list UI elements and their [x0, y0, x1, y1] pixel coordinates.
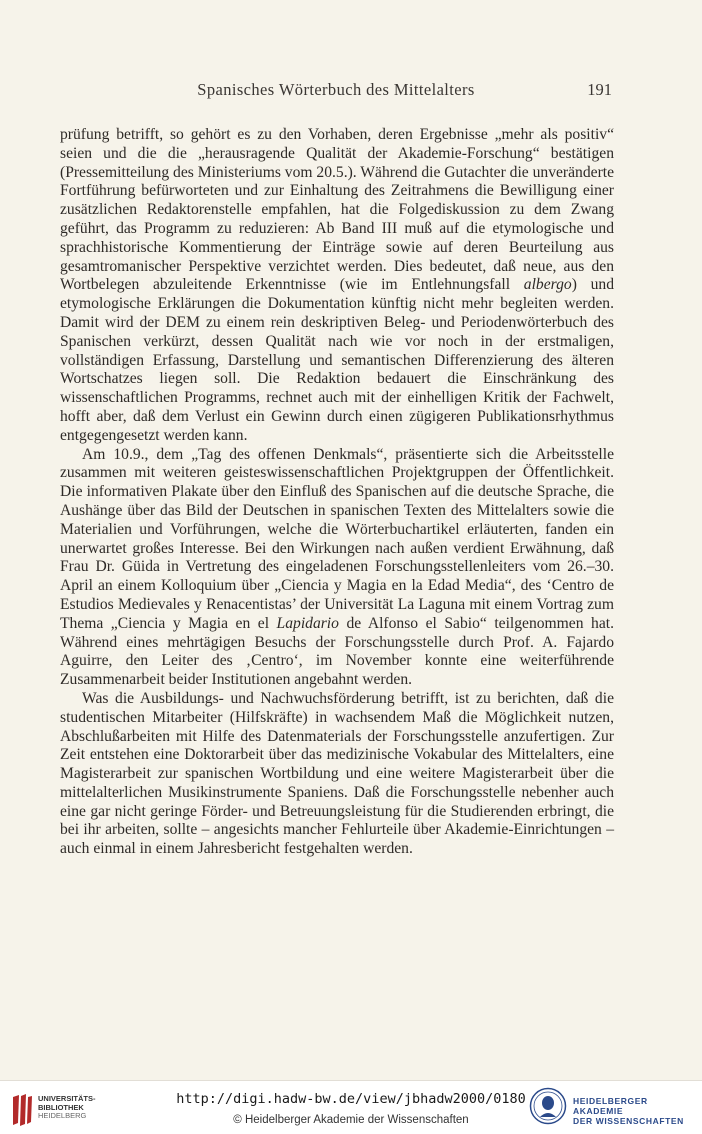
ub-logo-line-3: HEIDELBERG — [38, 1111, 87, 1120]
paragraph-2-text-a: Am 10.9., dem „Tag des offenen Denkmals“, präsentierte sich die Arbeitsstelle zusammen mit weiteren geisteswissenschaftlichen Projektgruppen der Öffentlichkeit. Die informativen Plakate über den Einfluß des Spanischen auf die deutsche Sprache, die Aushänge über das Bild der Deutschen in spanischen Texten des Mittelalters sowie die Materialien und Vorführungen, welche die Wörterbuchartikel erläuterten, fanden ein unerwartet großes Interesse. Bei den Wirkungen nach außen verdient Erwähnung, daß Frau Dr. Güida in Vertretung des eingeladenen Forschungsstellenleiters vom 26.–30. April an einem Kolloquium über „Ciencia y Magia en la Edad Media“, des ‘Centro de Estudios Medievales y Renacentistas’ der Universität La Laguna mit einem Vortrag zum Thema „Ciencia y Magia en el — [60, 445, 614, 632]
paragraph-1-text-b: ) und etymologische Erklärungen die Dokumentation künftig nicht mehr begleiten werden. Damit wird der DEM zu einem rein deskriptiven Beleg- und Periodenwörterbuch des Spanischen verkürzt, dessen Qualität nach wie vor noch in der erstmaligen, vollständigen Erfassung, Darstellung und semantischen Differenzierung des älteren Wortschatzes liegen soll. Die Redaktion bedauert die Einschränkung des wissenschaftlichen Programms, rechnet auch mit der einhelligen Kritik der Fachwelt, hofft aber, daß dem Verlust ein Gewinn durch einen zügigeren Publikationsrhythmus entgegengesetzt werden kann. — [60, 276, 615, 444]
hadw-logo-line-1: HEIDELBERGER AKADEMIE — [573, 1096, 648, 1116]
academy-seal-icon — [529, 1087, 567, 1125]
paragraph-2-italic: Lapidario — [276, 614, 339, 632]
paragraph-1-text-a: prüfung betrifft, so gehört es zu den Vorhaben, deren Ergebnisse „mehr als positiv“ seien und die die „herausragende Qualität der Akademie-Forschung“ bestätigen (Pressemitteilung des Ministeriums vom 20.5.). Während die Gutachter die unveränderte Fortführung befürworteten und zur Einhaltung des Zeitrahmens die Bewilligung einer zusätzlichen Redaktorenstelle empfahlen, hat die Folgediskussion zu dem Zwang geführt, das Programm zu reduzieren: Ab Band III muß auf die etymologische und sprachhistorische Kommentierung der Einträge sowie auf deren Beurteilung aus gesamtromanischer Perspektive verzichtet werden. Dies bedeutet, daß neue, aus den Wortbelegen abzuleitende Erkenntnisse (wie im Entlehnungsfall — [60, 126, 615, 294]
paragraph-2-text-b: de Alfonso el Sabio“ teilgenommen hat. Während eines mehrtägigen Besuchs der Forschungsstelle durch Prof. A. Fajardo Aguirre, den Leiter des ‚Centro‘, im November konnte eine weiterführende Zusammenarbeit beider Institutionen angebahnt werden. — [60, 614, 614, 689]
paragraph-3: Was die Ausbildungs- und Nachwuchsförderung betrifft, ist zu berichten, daß die studentischen Mitarbeiter (Hilfskräfte) in wachsendem Maß die Möglichkeit nutzen, Abschlußarbeiten mit Hilfe des Datenmaterials der Forschungsstelle anzufertigen. Zur Zeit entstehen eine Doktorarbeit über das medizinische Vokabular des Mittelalters, eine Magisterarbeit zur spanischen Wortbildung und eine weitere Magisterarbeit über die mittelalterlichen Musikinstrumente Spaniens. Daß die Forschungsstelle nebenher auch eine gar nicht geringe Förder- und Betreuungsleistung für die Studierenden erbringt, die bei ihr arbeiten, sollte – angesichts mancher Fehlurteile über Akademie-Einrichtungen – auch einmal in einem Jahresbericht festgehalten werden. — [60, 689, 614, 858]
paragraph-1 — [60, 126, 614, 446]
copyright-notice: © Heidelberger Akademie der Wissenschaften — [233, 1114, 469, 1126]
footer-bar — [0, 1080, 702, 1134]
hadw-logo-line-2: DER WISSENSCHAFTEN — [573, 1116, 684, 1126]
paragraph-2 — [60, 446, 614, 690]
ub-logo-line-2: BIBLIOTHEK — [38, 1102, 84, 1112]
hadw-logo-text — [573, 1096, 694, 1126]
ub-logo-line-1: UNIVERSITÄTS- — [38, 1094, 96, 1103]
paragraph-1-italic: albergo — [523, 276, 572, 294]
hadw-logo[interactable] — [529, 1087, 694, 1129]
running-title: Spanisches Wörterbuch des Mittelalters — [197, 80, 475, 99]
page-number: 191 — [587, 80, 612, 99]
body-text — [60, 126, 614, 859]
page-header — [60, 80, 612, 102]
permalink-url[interactable]: http://digi.hadw-bw.de/view/jbhadw2000/0180 — [176, 1091, 526, 1107]
